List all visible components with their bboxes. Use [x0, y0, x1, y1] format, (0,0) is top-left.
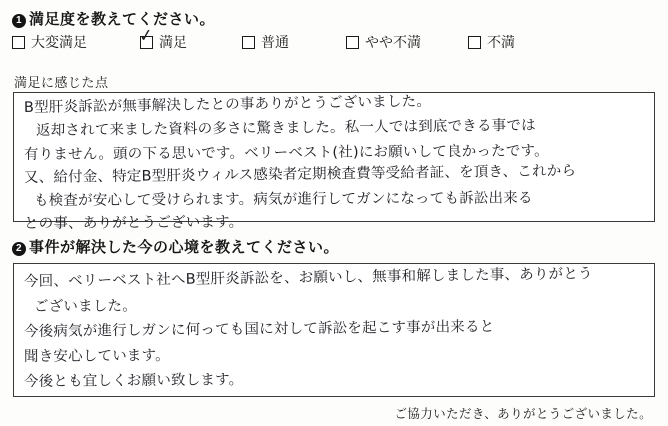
option-label-neutral: 普通 — [261, 34, 289, 50]
handwriting-line: との事、ありがとうございます。 — [23, 214, 244, 232]
checkbox-neutral[interactable] — [242, 36, 255, 49]
handwriting-line: ございました。 — [33, 298, 137, 315]
handwriting-line: 今回、ベリーベスト社へB型肝炎訴訟を、お願いし、無事和解しました事、ありがとう — [23, 266, 593, 290]
checkbox-satisfied[interactable] — [137, 24, 155, 49]
checkbox-dissatisfied[interactable] — [468, 36, 481, 49]
question-2-heading — [12, 236, 339, 257]
footer-thanks-text: ご協力いただき、ありがとうございました。 — [394, 407, 652, 421]
handwriting-line: B型肝炎訴訟が無事解決したとの事ありがとうございました。 — [23, 93, 432, 116]
option-dissatisfied[interactable] — [468, 32, 568, 52]
satisfaction-reason-label: 満足に感じた点 — [14, 75, 109, 90]
question-1-number: 1 — [12, 14, 26, 28]
option-label-satisfied: 満足 — [159, 34, 187, 50]
handwriting-line: 返却されて来ました資料の多さに驚きました。私一人では到底できる事では — [35, 117, 536, 139]
option-very-satisfied[interactable] — [12, 32, 140, 52]
question-2-text: 事件が解決した今の心境を教えてください。 — [29, 239, 340, 256]
answer-field-question-2[interactable] — [13, 263, 655, 397]
handwriting-line: 有りません。頭の下る思いです。ベリーベスト(社)にお願いして良かったです。 — [23, 143, 549, 163]
option-label-dissatisfied: 不満 — [487, 34, 515, 50]
handwriting-line: 聞き安心しています。 — [23, 347, 170, 365]
satisfaction-option-group — [12, 24, 652, 52]
option-somewhat-dissatisfied[interactable] — [346, 32, 468, 52]
option-label-somewhat-dissatisfied: やや不満 — [365, 34, 421, 50]
handwriting-line: 今後とも宜しくお願い致します。 — [23, 372, 244, 390]
checkbox-very-satisfied[interactable] — [12, 36, 25, 49]
handwriting-line: も検査が安心して受けられます。病気が進行してガンになっても訴訟出来る — [33, 190, 533, 209]
checkbox-somewhat-dissatisfied[interactable] — [346, 36, 359, 49]
checkmark-icon: ✓ — [137, 24, 155, 47]
option-neutral[interactable] — [242, 32, 346, 52]
option-satisfied[interactable] — [137, 24, 242, 52]
handwriting-line: 又、給付金、特定B型肝炎ウィルス感染者定期検査費等受給者証、を頂き、これから — [23, 163, 577, 186]
option-label-very-satisfied: 大変満足 — [31, 34, 87, 50]
question-1-text: 満足度を教えてください。 — [29, 11, 216, 28]
handwriting-line: 今後病気が進行しガンに何っても国に対して訴訟を起こす事が出来ると — [23, 319, 495, 340]
question-2-number: 2 — [12, 242, 26, 256]
answer-field-question-1[interactable] — [13, 92, 655, 232]
question-1-heading — [12, 8, 215, 29]
